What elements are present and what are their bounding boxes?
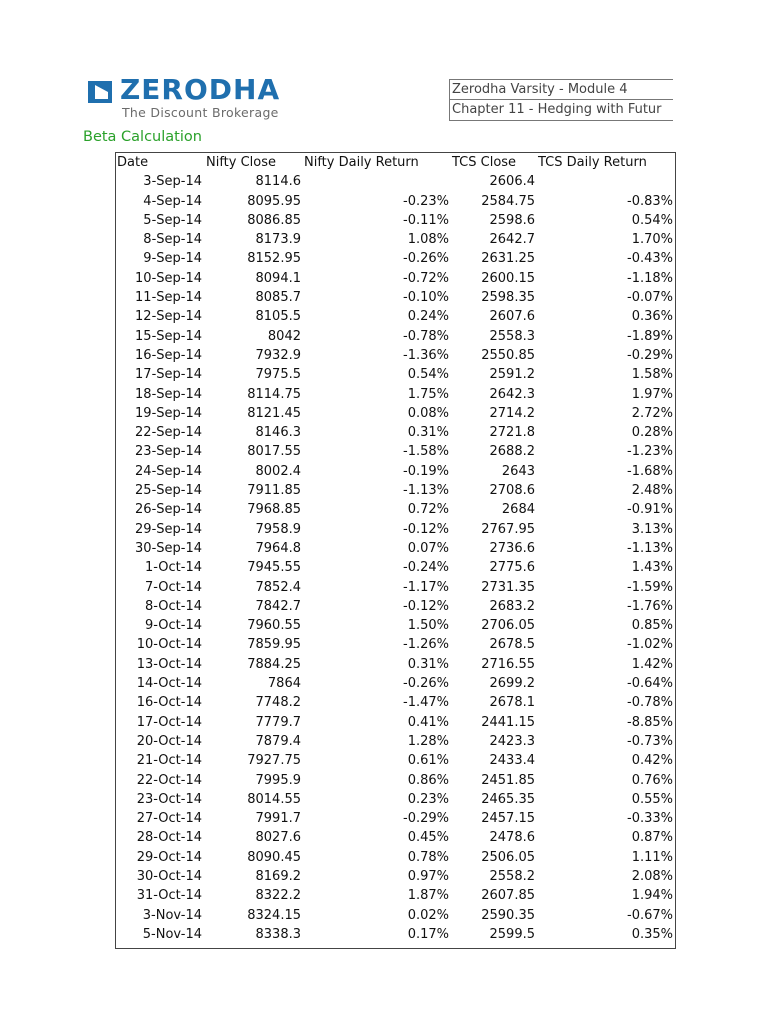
table-cell: 0.36%	[631, 309, 673, 325]
table-cell: 7779.7	[255, 714, 301, 730]
table-cell: 7884.25	[247, 656, 301, 672]
table-cell: 2606.4	[489, 174, 535, 190]
table-cell: -0.29%	[403, 811, 449, 827]
table-cell: 1.08%	[407, 232, 449, 248]
table-cell: 2699.2	[489, 676, 535, 692]
table-cell: 2706.05	[481, 618, 535, 634]
table-header-row	[116, 153, 675, 172]
table-row	[116, 462, 675, 481]
table-cell: 29-Sep-14	[135, 521, 202, 537]
table-cell: 8114.75	[247, 386, 301, 402]
table-cell: -0.19%	[403, 463, 449, 479]
table-cell: 8017.55	[247, 444, 301, 460]
table-cell: 2775.6	[489, 560, 535, 576]
table-cell: 1-Oct-14	[144, 560, 202, 576]
table-cell: 2642.3	[489, 386, 535, 402]
table-cell: 1.87%	[407, 888, 449, 904]
table-cell: 2683.2	[489, 598, 535, 614]
table-cell: 17-Sep-14	[135, 367, 202, 383]
table-row	[116, 635, 675, 654]
table-cell: -1.02%	[627, 637, 673, 653]
table-cell: 0.76%	[631, 772, 673, 788]
table-row	[116, 539, 675, 558]
table-cell: 8152.95	[247, 251, 301, 267]
table-row	[116, 867, 675, 886]
table-cell: 7879.4	[255, 733, 301, 749]
table-cell: 21-Oct-14	[136, 753, 202, 769]
table-cell: 0.35%	[631, 926, 673, 942]
table-cell: 2550.85	[481, 347, 535, 363]
table-cell: -1.17%	[403, 579, 449, 595]
table-cell: -1.89%	[627, 328, 673, 344]
table-cell: 16-Sep-14	[135, 347, 202, 363]
table-cell: 2643	[501, 463, 535, 479]
table-cell: 13-Oct-14	[136, 656, 202, 672]
table-cell: 2451.85	[481, 772, 535, 788]
table-cell: 8090.45	[247, 849, 301, 865]
table-row	[116, 249, 675, 268]
table-cell: 18-Sep-14	[135, 386, 202, 402]
table-cell: 2506.05	[481, 849, 535, 865]
table-cell: -1.68%	[627, 463, 673, 479]
table-cell: -0.91%	[627, 502, 673, 518]
table-cell: 0.55%	[631, 791, 673, 807]
table-cell: 7864	[267, 676, 301, 692]
table-cell: 15-Sep-14	[135, 328, 202, 344]
table-cell: 2631.25	[481, 251, 535, 267]
table-cell: 8105.5	[255, 309, 301, 325]
table-cell: 7991.7	[255, 811, 301, 827]
table-cell: 2767.95	[481, 521, 535, 537]
chapter-title: Chapter 11 - Hedging with Futur	[450, 99, 673, 119]
table-cell: 0.72%	[407, 502, 449, 518]
table-cell: 2716.55	[481, 656, 535, 672]
table-row	[116, 481, 675, 500]
table-cell: 25-Sep-14	[135, 483, 202, 499]
table-cell: 8121.45	[247, 405, 301, 421]
table-row	[116, 751, 675, 770]
table-cell: 10-Sep-14	[135, 270, 202, 286]
table-cell: 8085.7	[255, 290, 301, 306]
table-cell: 28-Oct-14	[136, 830, 202, 846]
table-cell: 3-Nov-14	[142, 907, 202, 923]
table-cell: 7960.55	[247, 618, 301, 634]
table-cell: 2684	[501, 502, 535, 518]
table-cell: 19-Sep-14	[135, 405, 202, 421]
table-cell: 8094.1	[255, 270, 301, 286]
brand-name: ZERODHA	[120, 73, 281, 106]
table-cell: 0.02%	[407, 907, 449, 923]
table-row	[116, 578, 675, 597]
table-cell: 1.11%	[631, 849, 673, 865]
table-cell: -0.07%	[627, 290, 673, 306]
table-cell: -1.23%	[627, 444, 673, 460]
table-row	[116, 674, 675, 693]
table-row	[116, 269, 675, 288]
table-cell: 0.42%	[631, 753, 673, 769]
table-cell: 2600.15	[481, 270, 535, 286]
table-row	[116, 211, 675, 230]
table-cell	[537, 172, 675, 191]
table-cell: 0.24%	[407, 309, 449, 325]
table-cell: 9-Sep-14	[143, 251, 202, 267]
table-cell: 7968.85	[247, 502, 301, 518]
table-cell: 5-Sep-14	[143, 212, 202, 228]
table-row	[116, 365, 675, 384]
table-cell: 2731.35	[481, 579, 535, 595]
table-cell: 2598.35	[481, 290, 535, 306]
table-cell: 7842.7	[255, 598, 301, 614]
header-tcs-return: TCS Daily Return	[538, 155, 647, 170]
beta-table	[115, 152, 676, 949]
table-cell: 2433.4	[489, 753, 535, 769]
table-row	[116, 346, 675, 365]
table-cell: 0.54%	[631, 212, 673, 228]
table-cell: 8324.15	[247, 907, 301, 923]
table-cell: 2688.2	[489, 444, 535, 460]
table-cell: 1.75%	[407, 386, 449, 402]
table-cell: 0.08%	[407, 405, 449, 421]
table-cell: 0.23%	[407, 791, 449, 807]
table-cell: 30-Oct-14	[136, 868, 202, 884]
table-cell: 4-Sep-14	[143, 193, 202, 209]
table-cell: 10-Oct-14	[136, 637, 202, 653]
table-cell: 2441.15	[481, 714, 535, 730]
table-cell: -0.12%	[403, 521, 449, 537]
table-row	[116, 809, 675, 828]
table-cell: 22-Oct-14	[136, 772, 202, 788]
table-cell: 8027.6	[255, 830, 301, 846]
table-cell: -1.18%	[627, 270, 673, 286]
table-cell: 1.97%	[631, 386, 673, 402]
table-cell: 8002.4	[255, 463, 301, 479]
table-cell: 7975.5	[255, 367, 301, 383]
table-cell: 2457.15	[481, 811, 535, 827]
table-cell: 7852.4	[255, 579, 301, 595]
table-row	[116, 713, 675, 732]
table-cell: 0.54%	[407, 367, 449, 383]
table-cell: 0.07%	[407, 540, 449, 556]
table-row	[116, 886, 675, 905]
table-row	[116, 172, 675, 191]
table-cell: 2607.6	[489, 309, 535, 325]
table-cell: 0.45%	[407, 830, 449, 846]
table-cell: 31-Oct-14	[136, 888, 202, 904]
table-row	[116, 230, 675, 249]
table-cell: -0.10%	[403, 290, 449, 306]
table-cell: 2714.2	[489, 405, 535, 421]
table-cell: 8042	[267, 328, 301, 344]
table-cell: 7945.55	[247, 560, 301, 576]
table-cell: 0.97%	[407, 868, 449, 884]
table-row	[116, 423, 675, 442]
table-cell: -0.78%	[627, 695, 673, 711]
table-cell: 0.28%	[631, 425, 673, 441]
table-cell: 0.61%	[407, 753, 449, 769]
table-row	[116, 385, 675, 404]
zerodha-logo-icon	[86, 81, 112, 103]
table-cell: -1.58%	[403, 444, 449, 460]
table-cell: 0.31%	[407, 425, 449, 441]
table-row	[116, 906, 675, 925]
table-cell: 2.08%	[631, 868, 673, 884]
table-row	[116, 732, 675, 751]
table-cell: 2591.2	[489, 367, 535, 383]
table-cell: 1.70%	[631, 232, 673, 248]
table-cell: 1.43%	[631, 560, 673, 576]
table-cell: 3-Sep-14	[143, 174, 202, 190]
table-cell: -0.72%	[403, 270, 449, 286]
table-row	[116, 404, 675, 423]
table-body	[116, 172, 675, 944]
table-cell: 8173.9	[255, 232, 301, 248]
table-cell: 0.86%	[407, 772, 449, 788]
table-cell: 8322.2	[255, 888, 301, 904]
table-cell: 7958.9	[255, 521, 301, 537]
table-cell: -0.43%	[627, 251, 673, 267]
table-cell: 2708.6	[489, 483, 535, 499]
table-cell: -0.83%	[627, 193, 673, 209]
table-cell: -0.64%	[627, 676, 673, 692]
table-cell: 2678.1	[489, 695, 535, 711]
table-row	[116, 925, 675, 944]
table-cell: 2736.6	[489, 540, 535, 556]
table-cell: 8114.6	[255, 174, 301, 190]
table-cell: 8086.85	[247, 212, 301, 228]
table-cell: -0.12%	[403, 598, 449, 614]
table-cell: 7995.9	[255, 772, 301, 788]
table-cell: -0.67%	[627, 907, 673, 923]
table-row	[116, 616, 675, 635]
table-cell: 2599.5	[489, 926, 535, 942]
table-cell: 2598.6	[489, 212, 535, 228]
table-cell: 23-Sep-14	[135, 444, 202, 460]
module-info-box	[449, 79, 673, 121]
table-cell: 8169.2	[255, 868, 301, 884]
table-cell: 3.13%	[631, 521, 673, 537]
header-nifty-close: Nifty Close	[206, 155, 277, 170]
table-row	[116, 790, 675, 809]
table-cell: 1.28%	[407, 733, 449, 749]
table-row	[116, 520, 675, 539]
table-cell: -0.23%	[403, 193, 449, 209]
table-cell: -1.59%	[627, 579, 673, 595]
table-row	[116, 597, 675, 616]
table-cell: 0.17%	[407, 926, 449, 942]
table-cell: 8014.55	[247, 791, 301, 807]
table-cell: -1.36%	[403, 347, 449, 363]
table-cell: 14-Oct-14	[136, 676, 202, 692]
table-cell: 8338.3	[255, 926, 301, 942]
table-cell: 7932.9	[255, 347, 301, 363]
table-cell: 17-Oct-14	[136, 714, 202, 730]
table-cell: 5-Nov-14	[142, 926, 202, 942]
module-title: Zerodha Varsity - Module 4	[452, 82, 628, 97]
table-cell: 7964.8	[255, 540, 301, 556]
header-tcs-close: TCS Close	[452, 155, 517, 170]
table-cell: -8.85%	[627, 714, 673, 730]
table-cell: 29-Oct-14	[136, 849, 202, 865]
table-cell: -1.47%	[403, 695, 449, 711]
table-row	[116, 288, 675, 307]
table-cell: 12-Sep-14	[135, 309, 202, 325]
table-row	[116, 655, 675, 674]
table-cell: 8095.95	[247, 193, 301, 209]
table-row	[116, 327, 675, 346]
table-row	[116, 307, 675, 326]
table-cell: 9-Oct-14	[144, 618, 202, 634]
table-cell: 7911.85	[247, 483, 301, 499]
table-cell: 7927.75	[247, 753, 301, 769]
table-cell: 2423.3	[489, 733, 535, 749]
table-row	[116, 442, 675, 461]
table-cell: 2.48%	[631, 483, 673, 499]
table-row	[116, 500, 675, 519]
table-cell: 7-Oct-14	[144, 579, 202, 595]
table-cell: 1.94%	[631, 888, 673, 904]
table-cell: 2558.3	[489, 328, 535, 344]
table-cell: 1.58%	[631, 367, 673, 383]
section-title: Beta Calculation	[83, 129, 202, 145]
table-cell: -0.78%	[403, 328, 449, 344]
table-cell: 24-Sep-14	[135, 463, 202, 479]
table-cell: 0.78%	[407, 849, 449, 865]
table-cell: 8-Oct-14	[144, 598, 202, 614]
table-cell: -0.73%	[627, 733, 673, 749]
table-cell: -1.13%	[627, 540, 673, 556]
table-cell: 26-Sep-14	[135, 502, 202, 518]
zerodha-logo	[84, 73, 314, 125]
table-cell: 0.41%	[407, 714, 449, 730]
table-cell: -0.11%	[403, 212, 449, 228]
table-cell: -1.26%	[403, 637, 449, 653]
table-cell: -1.76%	[627, 598, 673, 614]
table-cell: 11-Sep-14	[135, 290, 202, 306]
header-nifty-return: Nifty Daily Return	[304, 155, 419, 170]
table-row	[116, 771, 675, 790]
table-cell: 2590.35	[481, 907, 535, 923]
brand-tagline: The Discount Brokerage	[122, 105, 279, 120]
table-cell: 8146.3	[255, 425, 301, 441]
table-cell: 7748.2	[255, 695, 301, 711]
table-row	[116, 848, 675, 867]
table-cell: -0.29%	[627, 347, 673, 363]
table-cell: 23-Oct-14	[136, 791, 202, 807]
table-cell	[303, 172, 451, 191]
table-cell: 2584.75	[481, 193, 535, 209]
table-row	[116, 693, 675, 712]
table-row	[116, 558, 675, 577]
table-cell: 2465.35	[481, 791, 535, 807]
table-cell: 7859.95	[247, 637, 301, 653]
table-cell: 0.31%	[407, 656, 449, 672]
table-cell: -0.33%	[627, 811, 673, 827]
table-cell: -0.26%	[403, 676, 449, 692]
table-cell: 16-Oct-14	[136, 695, 202, 711]
table-cell: 2558.2	[489, 868, 535, 884]
table-cell: 2642.7	[489, 232, 535, 248]
table-cell: 0.87%	[631, 830, 673, 846]
table-cell: 1.42%	[631, 656, 673, 672]
table-cell: 20-Oct-14	[136, 733, 202, 749]
table-cell: 22-Sep-14	[135, 425, 202, 441]
table-cell: 2.72%	[631, 405, 673, 421]
header-date: Date	[117, 155, 149, 170]
table-cell: -0.24%	[403, 560, 449, 576]
table-cell: -1.13%	[403, 483, 449, 499]
table-cell: 0.85%	[631, 618, 673, 634]
table-cell: -0.26%	[403, 251, 449, 267]
table-cell: 27-Oct-14	[136, 811, 202, 827]
table-cell: 2678.5	[489, 637, 535, 653]
table-cell: 1.50%	[407, 618, 449, 634]
table-cell: 30-Sep-14	[135, 540, 202, 556]
table-cell: 2607.85	[481, 888, 535, 904]
table-cell: 8-Sep-14	[143, 232, 202, 248]
table-cell: 2478.6	[489, 830, 535, 846]
table-row	[116, 192, 675, 211]
table-row	[116, 828, 675, 847]
table-cell: 2721.8	[489, 425, 535, 441]
